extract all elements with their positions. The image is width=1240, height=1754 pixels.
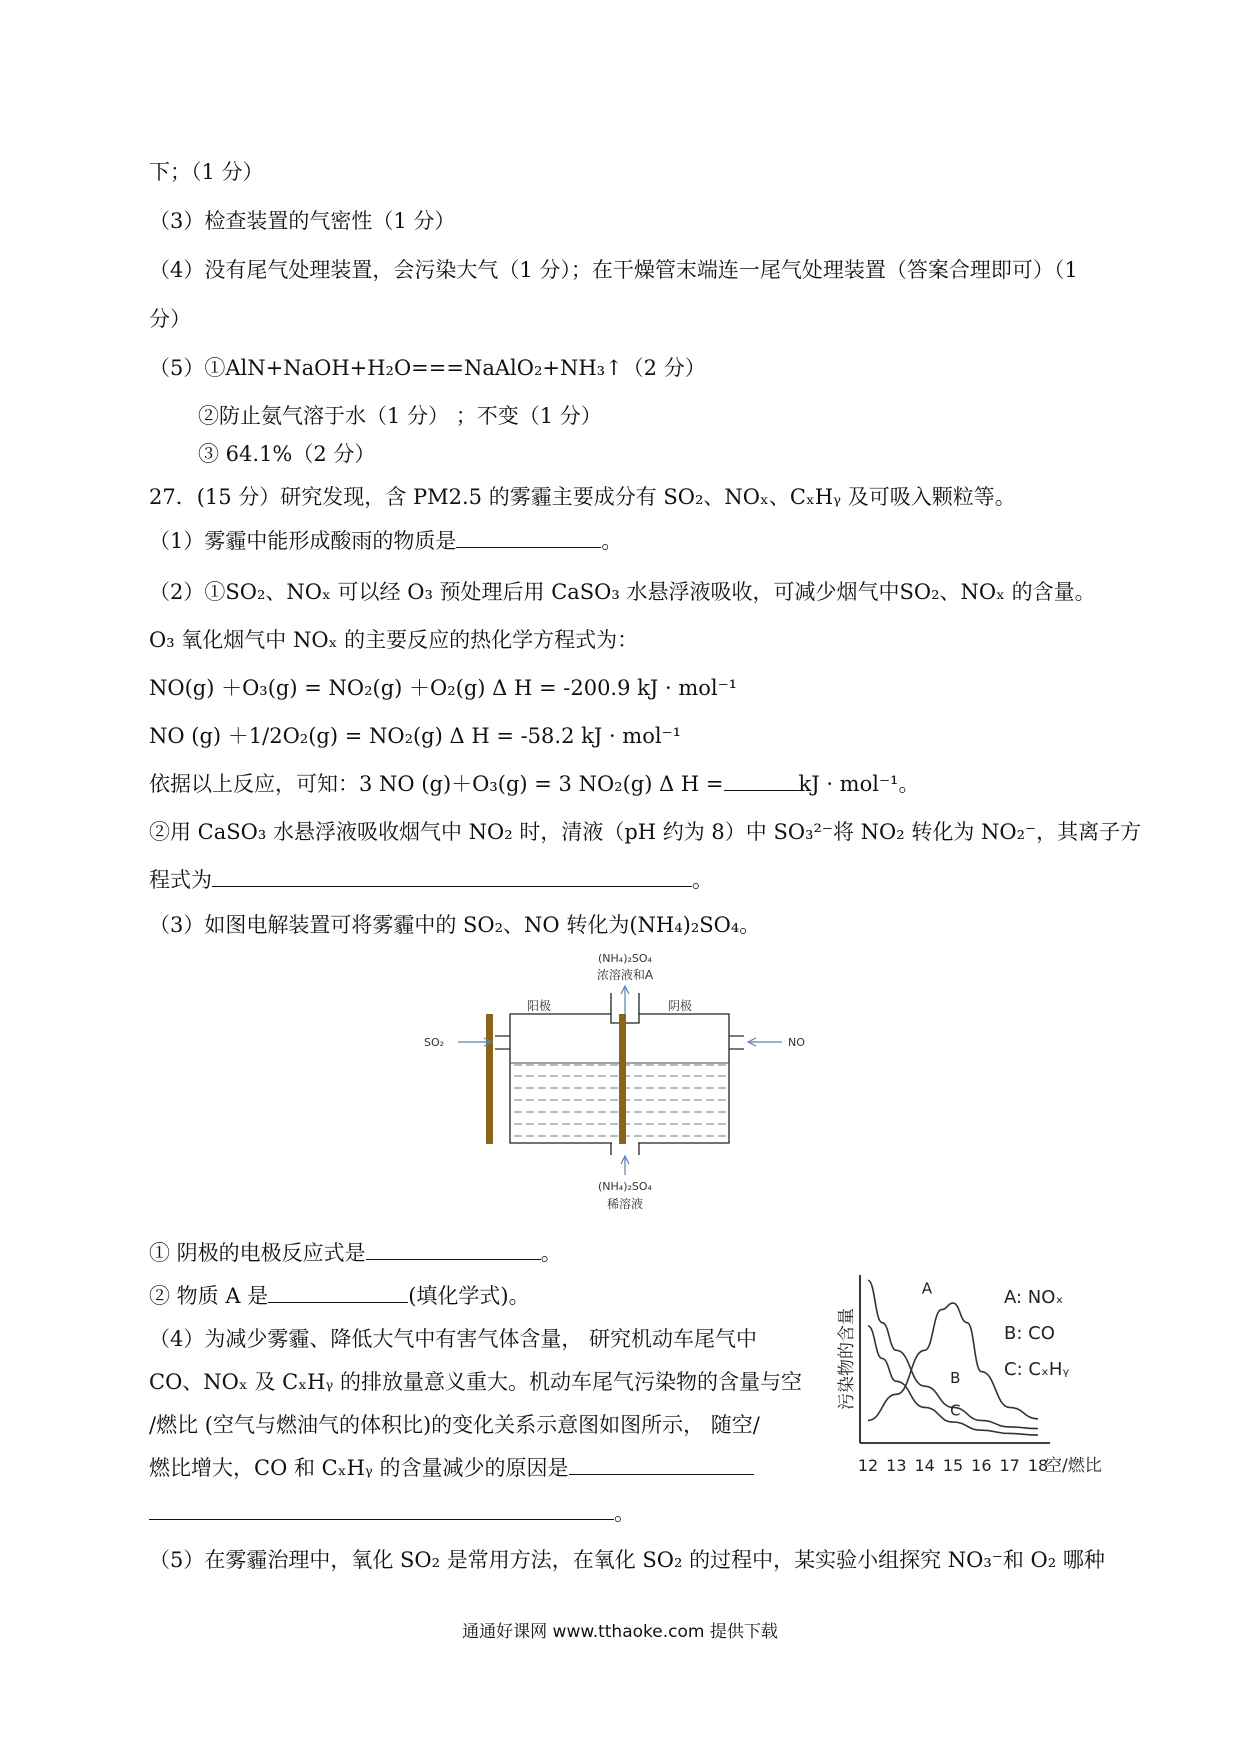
question-text: 程式为: [149, 868, 212, 892]
x-tick-label: 14: [914, 1456, 935, 1475]
equation: NO (g) ＋1/2O₂(g) = NO₂(g) Δ H = -58.2 kJ · mol⁻¹: [149, 724, 682, 748]
legend-item: B: CO: [1004, 1323, 1055, 1344]
x-tick-label: 12: [857, 1456, 879, 1475]
x-tick-label: 15: [942, 1456, 964, 1475]
x-tick-label: 18: [1027, 1456, 1049, 1475]
text-line: （3）如图电解装置可将雾霾中的 SO₂、NO 转化为(NH₄)₂SO₄。: [149, 913, 761, 937]
punct: 。: [540, 1241, 562, 1265]
anode-label: 阳极: [527, 999, 552, 1013]
text-line: /燃比 (空气与燃油气的体积比)的变化关系示意图如图所示， 随空/: [149, 1413, 760, 1437]
curve-label-C: C: [950, 1401, 961, 1420]
no-inlet-label: NO: [788, 1036, 805, 1049]
curve-label-B: B: [950, 1368, 961, 1387]
text-line: ③ 64.1%（2 分）: [198, 442, 376, 466]
text-line: （5）①AlN+NaOH+H₂O===NaAlO₂+NH₃↑（2 分）: [149, 356, 706, 380]
text-line: （4）没有尾气处理装置，会污染大气（1 分）；在干燥管末端连一尾气处理装置（答案合理即可）（1: [149, 258, 1078, 282]
punct: 。: [614, 1501, 635, 1525]
question-text: ① 阴极的电极反应式是: [149, 1241, 366, 1265]
x-tick-label: 13: [886, 1456, 907, 1475]
text-line: （3）检查装置的气密性（1 分）: [149, 209, 456, 233]
pollutant-chart: [820, 1265, 1120, 1490]
punct: 。: [692, 868, 713, 892]
product-label: (NH₄)₂SO₄: [598, 952, 652, 965]
answer-blank: [456, 527, 601, 548]
unit: kJ · mol⁻¹。: [798, 772, 920, 796]
text-line: ②防止氨气溶于水（1 分） ；不变（1 分）: [198, 404, 602, 428]
text-line: [149, 1282, 530, 1310]
x-tick-label: 16: [971, 1456, 992, 1475]
text-line: [149, 770, 919, 798]
question-text: （1）雾霾中能形成酸雨的物质是: [149, 529, 457, 553]
footer: 通通好课网 www.tthaoke.com 提供下载: [462, 1622, 778, 1642]
text-line: O₃ 氧化烟气中 NOₓ 的主要反应的热化学方程式为：: [149, 628, 639, 652]
text-line: [149, 527, 622, 555]
equation: NO(g) ＋O₃(g) = NO₂(g) ＋O₂(g) Δ H = -200.9 kJ · mol⁻¹: [149, 676, 738, 700]
answer-blank: [569, 1454, 754, 1475]
text-line: 分）: [149, 307, 191, 331]
answer-blank: [149, 1499, 614, 1520]
y-axis-label: 污染物的含量: [837, 1308, 857, 1410]
x-axis-label: 空/燃比: [1045, 1456, 1102, 1476]
question-text: 燃比增大，CO 和 CₓHᵧ 的含量减少的原因是: [149, 1456, 569, 1480]
cathode-label: 阴极: [668, 999, 693, 1013]
product-label: 浓溶液和A: [596, 968, 654, 982]
text-line: 下；（1 分）: [149, 160, 264, 184]
question-heading: 27．(15 分）研究发现，含 PM2.5 的雾霾主要成分有 SO₂、NOₓ、CₓHᵧ 及可吸入颗粒等。: [149, 485, 1016, 509]
legend-item: A: NOₓ: [1004, 1287, 1064, 1308]
text-line: [149, 1239, 562, 1267]
text-line: （5）在雾霾治理中，氧化 SO₂ 是常用方法，在氧化 SO₂ 的过程中，某实验小组探究 NO₃⁻和 O₂ 哪种: [149, 1548, 1105, 1572]
punct: 。: [601, 529, 623, 553]
cathode-electrode: [619, 1014, 626, 1144]
feed-label: (NH₄)₂SO₄: [598, 1180, 652, 1193]
answer-blank: [268, 1282, 408, 1303]
text-line: [149, 1454, 754, 1482]
answer-blank: [366, 1239, 541, 1260]
hint: (填化学式)。: [408, 1284, 530, 1308]
answer-blank: [212, 866, 692, 887]
electrolysis-diagram: [424, 950, 820, 1220]
question-text: 依据以上反应，可知：3 NO (g)＋O₃(g) = 3 NO₂(g) Δ H =: [149, 772, 724, 796]
text-line: CO、NOₓ 及 CₓHᵧ 的排放量意义重大。机动车尾气污染物的含量与空: [149, 1370, 802, 1394]
text-line: [149, 1499, 635, 1527]
x-tick-label: 17: [999, 1456, 1020, 1475]
text-line: （4）为减少雾霾、降低大气中有害气体含量， 研究机动车尾气中: [149, 1327, 758, 1351]
text-line: [149, 866, 713, 894]
question-text: ② 物质 A 是: [149, 1284, 269, 1308]
text-line: （2）①SO₂、NOₓ 可以经 O₃ 预处理后用 CaSO₃ 水悬浮液吸收，可减少烟气中SO₂、NOₓ 的含量。: [149, 580, 1096, 604]
legend-item: C: CₓHᵧ: [1004, 1359, 1070, 1380]
so2-inlet-label: SO₂: [424, 1036, 445, 1049]
curve-label-A: A: [921, 1279, 933, 1298]
answer-blank: [724, 770, 799, 791]
anode-electrode: [486, 1014, 493, 1144]
feed-label: 稀溶液: [606, 1197, 644, 1211]
text-line: ②用 CaSO₃ 水悬浮液吸收烟气中 NO₂ 时，清液（pH 约为 8）中 SO₃²⁻将 NO₂ 转化为 NO₂⁻，其离子方: [149, 820, 1142, 844]
